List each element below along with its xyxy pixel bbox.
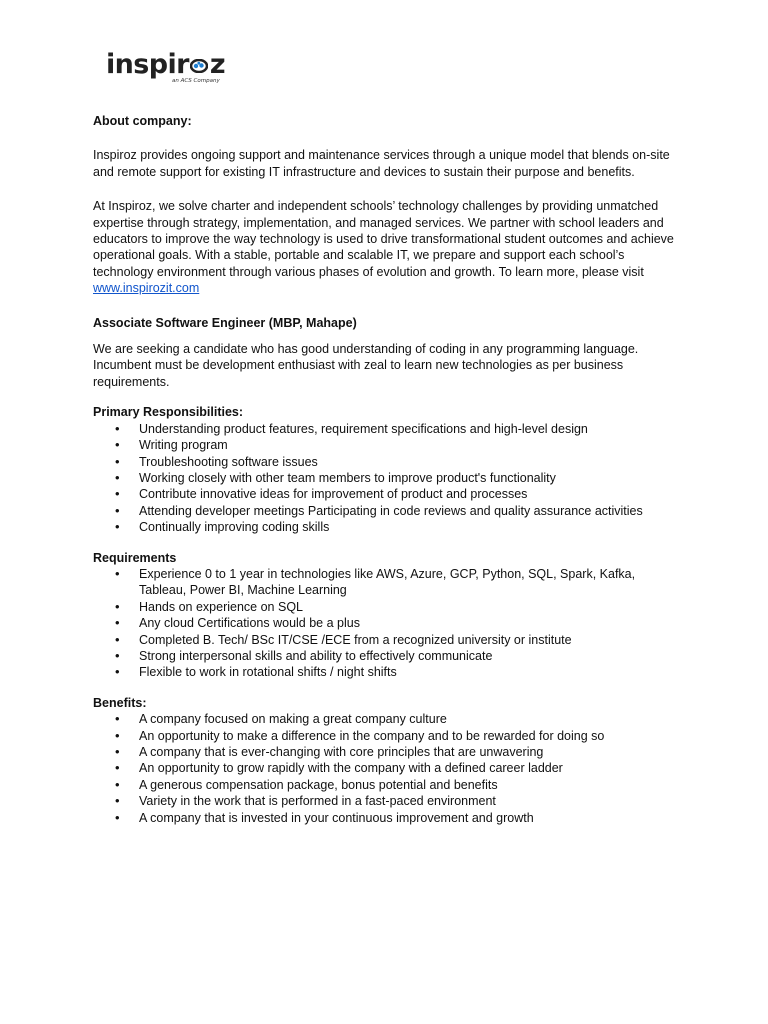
about-paragraph-2 — [93, 198, 683, 296]
list-item: • Any cloud Certifications would be a plus — [93, 615, 683, 631]
logo-globe-icon — [190, 59, 208, 73]
list-item: • A company that is invested in your continuous improvement and growth — [93, 810, 683, 826]
list-item: • Contribute innovative ideas for improvement of product and processes — [93, 486, 683, 502]
requirements-heading: Requirements — [93, 550, 177, 565]
responsibilities-list — [93, 421, 683, 536]
document-body — [93, 113, 683, 826]
benefits-heading: Benefits: — [93, 695, 147, 710]
list-item: • A company focused on making a great company culture — [93, 711, 683, 727]
list-item: • Troubleshooting software issues — [93, 454, 683, 470]
list-item: • Writing program — [93, 437, 683, 453]
list-item: • Hands on experience on SQL — [93, 599, 683, 615]
list-item: • Experience 0 to 1 year in technologies like AWS, Azure, GCP, Python, SQL, Spark, Kafka, Tableau, Power BI, Machine Learning — [93, 566, 683, 599]
logo-word-main: inspir — [106, 49, 189, 80]
list-item: • Working closely with other team members to improve product's functionality — [93, 470, 683, 486]
list-item: • Flexible to work in rotational shifts / night shifts — [93, 664, 683, 680]
job-title: Associate Software Engineer (MBP, Mahape) — [93, 315, 357, 330]
list-item: • An opportunity to make a difference in the company and to be rewarded for doing so — [93, 728, 683, 744]
company-website-link[interactable]: www.inspirozit.com — [93, 281, 200, 296]
responsibilities-heading: Primary Responsibilities: — [93, 405, 244, 420]
requirements-list — [93, 566, 683, 681]
list-item: • A company that is ever-changing with core principles that are unwavering — [93, 744, 683, 760]
list-item: • Understanding product features, requirement specifications and high-level design — [93, 421, 683, 437]
list-item: • An opportunity to grow rapidly with the company with a defined career ladder — [93, 760, 683, 776]
list-item: • Continually improving coding skills — [93, 519, 683, 535]
list-item: • Attending developer meetings Participating in code reviews and quality assurance activities — [93, 503, 683, 519]
logo-tagline: an ACS Company — [172, 78, 220, 84]
benefits-list — [93, 711, 683, 826]
about-heading: About company: — [93, 114, 192, 128]
list-item: • Variety in the work that is performed in a fast-paced environment — [93, 793, 683, 809]
about-paragraph-1: Inspiroz provides ongoing support and maintenance services through a unique model that blends on-site and remote support for existing IT infrastructure and devices to sustain their purpose and benefits. — [93, 148, 670, 179]
list-item: • A generous compensation package, bonus potential and benefits — [93, 777, 683, 793]
company-logo — [106, 50, 230, 86]
logo-word-end: z — [209, 49, 225, 80]
list-item: • Strong interpersonal skills and ability to effectively communicate — [93, 648, 683, 664]
job-summary: We are seeking a candidate who has good understanding of coding in any programming language. Incumbent must be development enthusiast with zeal to learn new technologies as per business requirements. — [93, 342, 639, 389]
about-paragraph-2-text: At Inspiroz, we solve charter and independent schools’ technology challenges by providing unmatched expertise through strategy, implementation, and managed services. We partner with school leaders and educators to improve the way technology is used to drive transformational student outcomes and achieve operational goals. With a stable, portable and scalable IT, we prepare and support each school’s technology environment through various phases of evolution and growth. To learn more, please visit — [93, 199, 674, 279]
list-item: • Completed B. Tech/ BSc IT/CSE /ECE from a recognized university or institute — [93, 632, 683, 648]
